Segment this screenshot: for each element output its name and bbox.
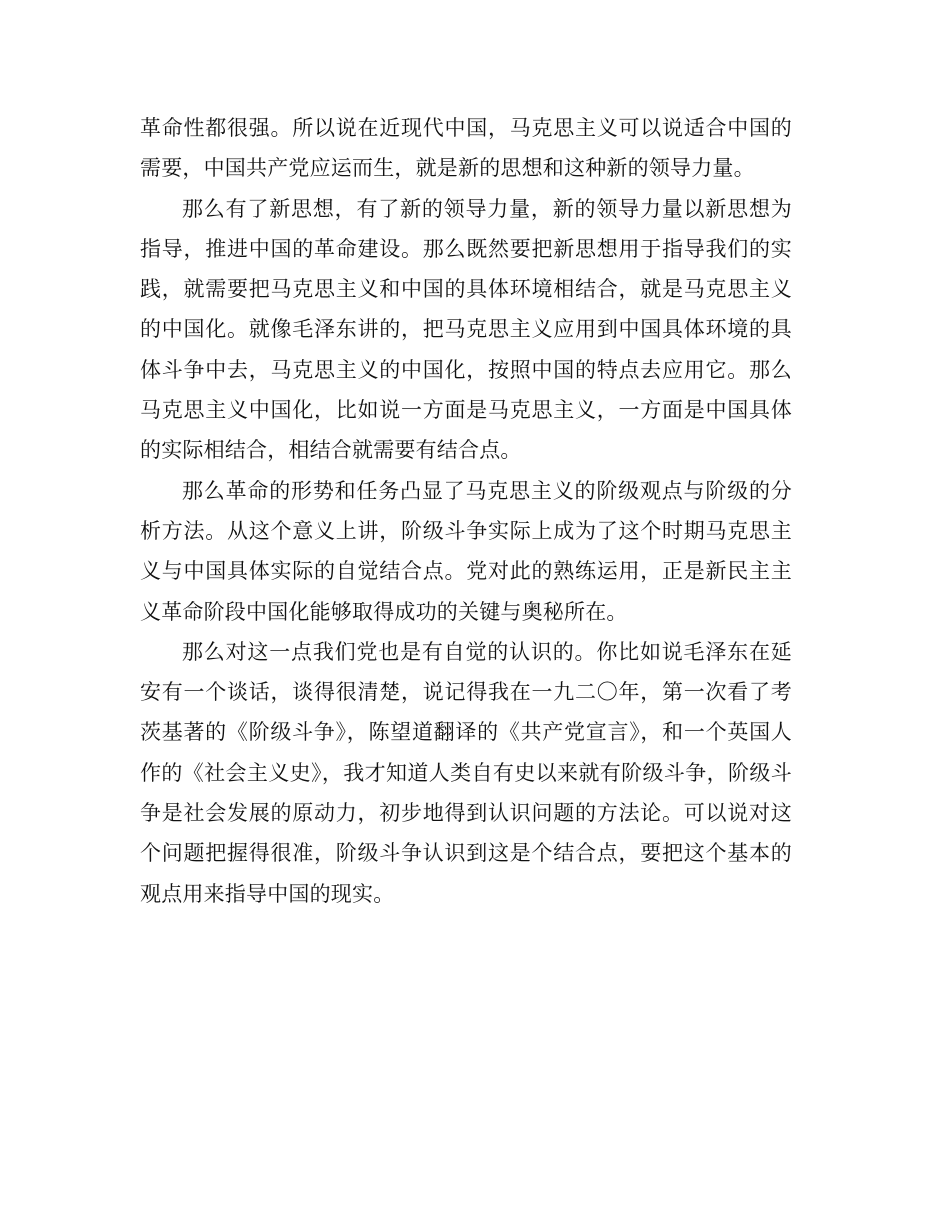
paragraph-4: 那么对这一点我们党也是有自觉的认识的。你比如说毛泽东在延安有一个谈话，谈得很清楚，说记得我在一九二〇年，第一次看了考茨基著的《阶级斗争》，陈望道翻译的《共产党宣言》，和一个英国人作的《社会主义史》，我才知道人类自有史以来就有阶级斗争，阶级斗争是社会发展的原动力，初步地得到认识问题的方法论。可以说对这个问题把握得很准，阶级斗争认识到这是个结合点，要把这个基本的观点用来指导中国的现实。 <box>140 639 792 906</box>
paragraph-1: 革命性都很强。所以说在近现代中国，马克思主义可以说适合中国的需要，中国共产党应运而生，就是新的思想和这种新的领导力量。 <box>140 116 792 181</box>
paragraph-3: 那么革命的形势和任务凸显了马克思主义的阶级观点与阶级的分析方法。从这个意义上讲，阶级斗争实际上成为了这个时期马克思主义与中国具体实际的自觉结合点。党对此的熟练运用，正是新民主主义革命阶段中国化能够取得成功的关键与奥秘所在。 <box>140 478 792 624</box>
document-body <box>140 108 792 914</box>
paragraph-2: 那么有了新思想，有了新的领导力量，新的领导力量以新思想为指导，推进中国的革命建设。那么既然要把新思想用于指导我们的实践，就需要把马克思主义和中国的具体环境相结合，就是马克思主义的中国化。就像毛泽东讲的，把马克思主义应用到中国具体环境的具体斗争中去，马克思主义的中国化，按照中国的特点去应用它。那么马克思主义中国化，比如说一方面是马克思主义，一方面是中国具体的实际相结合，相结合就需要有结合点。 <box>140 196 792 463</box>
